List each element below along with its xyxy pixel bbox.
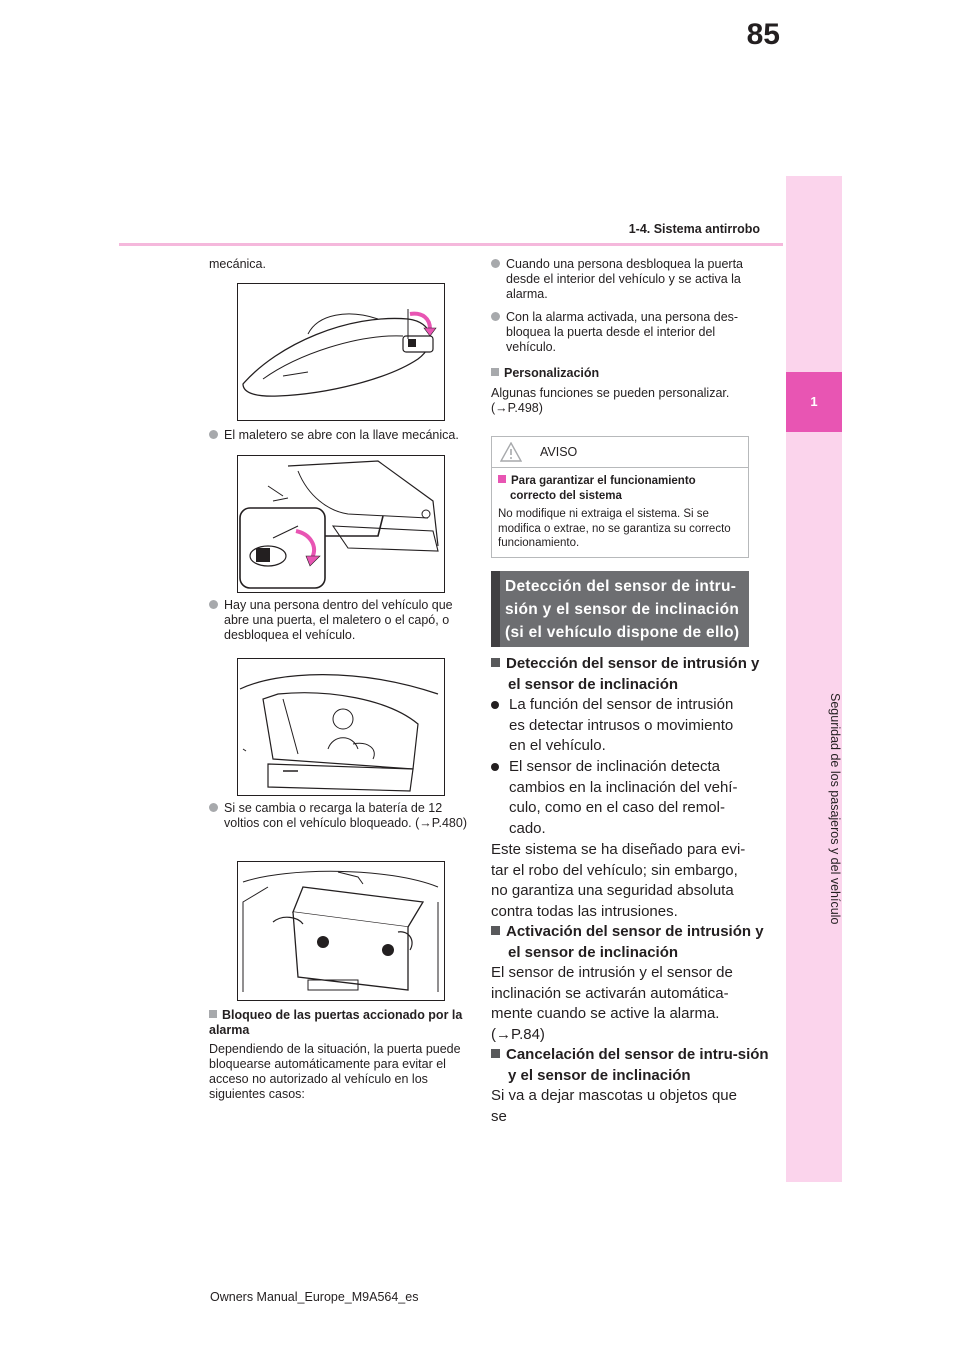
warning-title: AVISO [540, 445, 578, 459]
heading-square [498, 475, 506, 483]
sub3-text: Si va a dejar mascotas u objetos que se [491, 1087, 737, 1125]
custom-text: Algunas funciones se pueden personalizar. (→P.498) [491, 386, 730, 415]
page-number: 85 [746, 18, 780, 51]
bullet-dot [491, 701, 499, 709]
lock-heading: Bloqueo de las puertas accionado por la alarma [209, 1008, 463, 1037]
header-rule [119, 243, 783, 246]
list-item: El maletero se abre con la llave mecánica. [209, 428, 469, 443]
heading-square [491, 368, 499, 376]
footer-text: Owners Manual_Europe_M9A564_es [210, 1290, 419, 1304]
bullet-dot [209, 430, 218, 439]
door-handle-illustration [237, 283, 445, 421]
warning-box [491, 436, 749, 558]
bullet-dot [209, 600, 218, 609]
list-item: El sensor de inclinación detecta cambios en la inclinación del vehí-culo, como en el caso del remol-cado. [491, 757, 753, 839]
list-item: Si se cambia o recarga la batería de 12 voltios con el vehículo bloqueado. (→P.480) [209, 801, 469, 831]
warning-triangle-icon [500, 442, 522, 462]
person-in-car-illustration [237, 658, 445, 796]
bullet-dot [209, 803, 218, 812]
section-heading: Detección del sensor de intru-sión y el sensor de inclinación (si el vehículo dispone de ello) [505, 578, 740, 641]
section-title: 1-4. Sistema antirrobo [628, 222, 760, 236]
bullet-dot [491, 312, 500, 321]
heading-square [491, 1049, 500, 1058]
chapter-title: Seguridad de los pasajeros y del vehículo [828, 693, 842, 925]
custom-heading: Personalización [491, 366, 751, 381]
list-item: La función del sensor de intrusión es detectar intrusos o movimiento en el vehículo. [491, 695, 753, 757]
heading-accent-bar [491, 571, 500, 647]
list-item: Cuando una persona desbloquea la puerta desde el interior del vehículo y se activa la alarma. [491, 257, 751, 302]
sub1-text: Este sistema se ha diseñado para evi-tar el robo del vehículo; sin embargo, no garantiza una seguridad absoluta contra todas las intrusiones. [491, 841, 746, 920]
warning-heading: Para garantizar el funcionamiento correcto del sistema [498, 474, 742, 503]
list-item: Hay una persona dentro del vehículo que abre una puerta, el maletero o el capó, o desbloquea el vehículo. [209, 598, 469, 643]
heading-square [209, 1010, 217, 1018]
bullet-dot [491, 259, 500, 268]
lock-text: Dependiendo de la situación, la puerta puede bloquearse automáticamente para evitar el acceso no autorizado al vehículo en los siguientes casos: [209, 1042, 461, 1101]
intro-text: mecánica. [209, 257, 266, 271]
sub2-text: El sensor de intrusión y el sensor de inclinación se activarán automática-mente cuando se active la alarma. (→P.84) [491, 964, 733, 1043]
battery-illustration [237, 861, 445, 1001]
heading-square [491, 658, 500, 667]
sub3-heading: Cancelación del sensor de intru-sión y el sensor de inclinación [491, 1045, 770, 1086]
sub1-heading: Detección del sensor de intrusión y el sensor de inclinación [491, 654, 770, 695]
heading-square [491, 926, 500, 935]
trunk-illustration [237, 455, 445, 593]
chapter-number: 1 [786, 372, 842, 432]
sub2-heading: Activación del sensor de intrusión y el sensor de inclinación [491, 922, 770, 963]
bullet-dot [491, 763, 499, 771]
section-heading-box [491, 571, 749, 647]
warning-text: No modifique ni extraiga el sistema. Si se modifica o extrae, no se garantiza su correcto funcionamiento. [498, 508, 731, 549]
warning-header [492, 437, 748, 468]
list-item: Con la alarma activada, una persona des-bloquea la puerta desde el interior del vehículo. [491, 310, 751, 355]
